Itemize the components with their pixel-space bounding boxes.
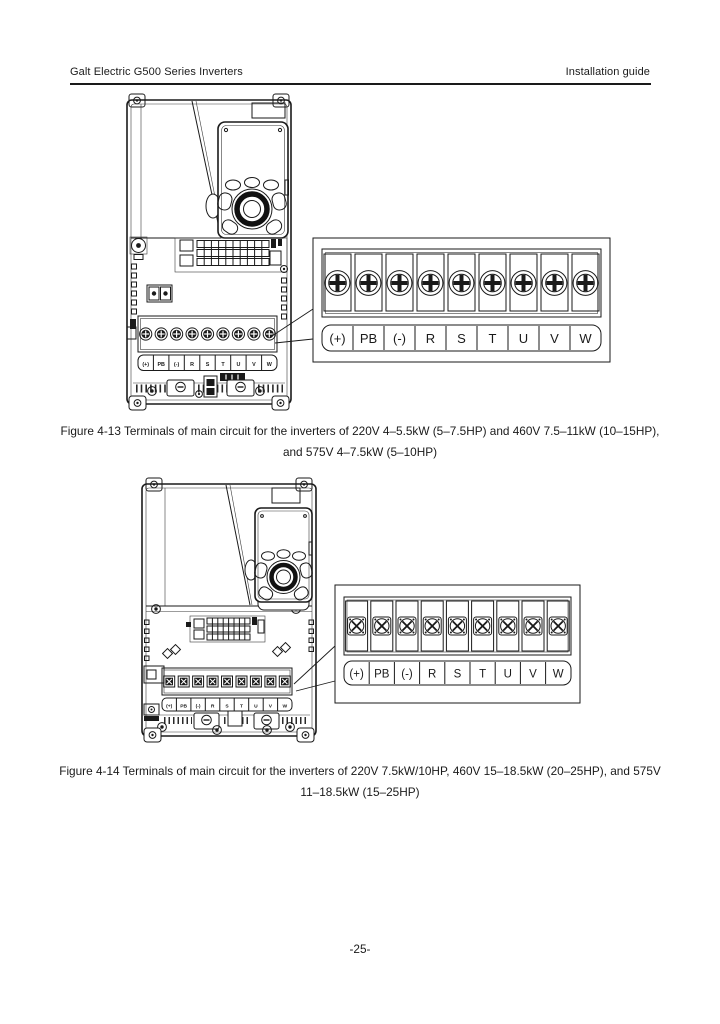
terminal-label: V — [268, 704, 273, 710]
terminal-label-row-1 — [322, 325, 601, 351]
keypad-2 — [245, 508, 313, 610]
terminal-label: T — [479, 668, 487, 681]
terminal-label: T — [240, 704, 243, 710]
main-terminal-strip-2 — [162, 668, 292, 711]
terminal-label: R — [425, 331, 436, 346]
inverter-drawing-2 — [142, 478, 316, 742]
inverter-drawing-1 — [127, 94, 291, 410]
terminal-label: R — [210, 704, 215, 710]
control-knob-icon — [232, 189, 272, 229]
figure-4-13-diagram — [100, 88, 620, 418]
terminal-label: U — [236, 361, 241, 368]
terminal-label: R — [428, 668, 437, 681]
terminal-label-row-2 — [344, 661, 571, 685]
aux-terminal-block — [147, 285, 172, 302]
keypad-1 — [206, 122, 289, 238]
terminal-label: PB — [359, 331, 378, 346]
header-rule — [70, 83, 651, 85]
figure-4-13-caption: Figure 4-13 Terminals of main circuit for the inverters of 220V 4–5.5kW (5–7.5HP) and 460V 7.5–11kW (10–15HP), and 575V 4–7.5kW (5–10HP) — [60, 424, 660, 459]
terminal-label: W — [552, 668, 564, 681]
leader-lines-1 — [272, 309, 313, 343]
control-terminal-board-1 — [175, 238, 288, 273]
terminal-label: S — [225, 704, 229, 710]
terminal-label: (+) — [142, 361, 150, 368]
heatsink-fins-right — [309, 620, 314, 652]
leader-lines-2 — [294, 646, 335, 691]
terminal-label: W — [282, 704, 288, 710]
heatsink-fins-right — [282, 278, 287, 319]
terminal-label: (+) — [349, 668, 364, 681]
terminal-label: U — [503, 668, 512, 681]
terminal-label: (-) — [393, 331, 406, 346]
terminal-label: T — [221, 361, 225, 368]
terminal-label: R — [190, 361, 195, 368]
heatsink-fins-left — [145, 620, 150, 661]
terminal-label: (-) — [173, 361, 180, 368]
terminal-label: (+) — [329, 331, 346, 346]
terminal-label: T — [488, 331, 497, 346]
main-terminal-strip-1 — [127, 316, 277, 371]
figure-4-14-caption: Figure 4-14 Terminals of main circuit for the inverters of 220V 7.5kW/10HP, 460V 15–18.5kW (20–25HP), and 575V 11–18.5kW (15–25HP) — [59, 764, 661, 799]
diamond-marks — [163, 643, 291, 659]
terminal-label: PB — [157, 361, 165, 368]
terminal-label: S — [457, 331, 466, 346]
terminal-label: W — [579, 331, 592, 346]
heatsink-fins-left — [132, 264, 137, 314]
terminal-label: U — [518, 331, 529, 346]
page-number: -25- — [349, 942, 371, 956]
terminal-label: V — [550, 331, 559, 346]
terminal-label: W — [266, 361, 272, 368]
terminal-label: (-) — [401, 668, 413, 681]
figure-4-14-diagram — [120, 470, 590, 762]
terminal-label: S — [205, 361, 210, 368]
terminal-label: V — [252, 361, 256, 368]
terminal-label: (-) — [195, 704, 201, 710]
control-terminal-board-2 — [186, 616, 265, 642]
terminal-callout-box-2 — [335, 585, 580, 703]
control-knob-icon — [267, 561, 300, 594]
header-left-title: Galt Electric G500 Series Inverters — [70, 66, 243, 78]
terminal-label: V — [529, 668, 537, 681]
header-right-title: Installation guide — [565, 66, 650, 78]
terminal-label: S — [453, 668, 462, 681]
terminal-label: PB — [374, 668, 390, 681]
terminal-callout-box-1 — [313, 238, 610, 362]
terminal-label: (+) — [166, 704, 173, 710]
terminal-label: U — [254, 704, 258, 710]
terminal-label: PB — [180, 704, 188, 710]
